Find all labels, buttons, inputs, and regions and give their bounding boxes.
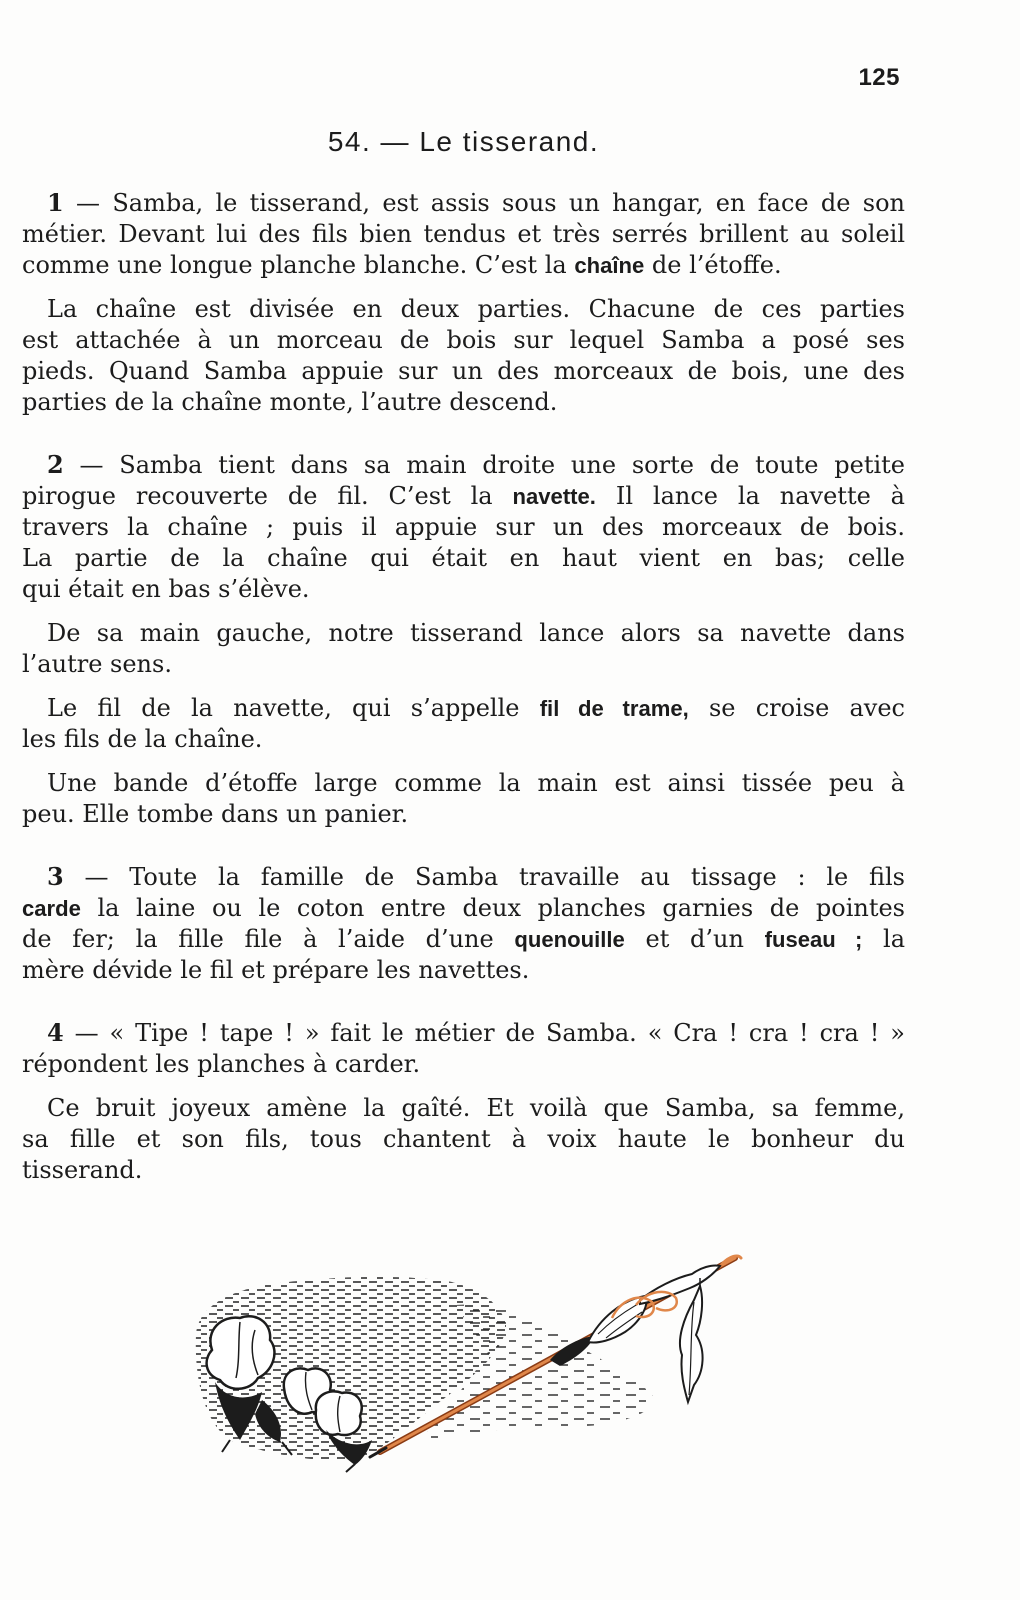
text-line [22, 1124, 905, 1155]
text-run: La partie de la chaîne qui était en haut vient en bas; celle [22, 544, 905, 572]
text-run: qui était en bas s’élève. [22, 575, 310, 603]
text-run: de l’étoffe. [644, 251, 782, 279]
bold-term: navette. [512, 484, 596, 509]
paragraph [22, 693, 905, 755]
section-4 [22, 1017, 905, 1186]
text-run: travers la chaîne ; puis il appuie sur un des morceaux de bois. [22, 513, 905, 541]
text-run: la laine ou le coton entre deux planches garnies de pointes [80, 894, 905, 922]
text-run: Une bande d’étoffe large comme la main est ainsi tissée peu à [47, 769, 905, 797]
text-line [22, 693, 905, 724]
text-run: comme une longue planche blanche. C’est la [22, 251, 575, 279]
text-run: répondent les planches à carder. [22, 1050, 421, 1078]
text-run: de fer; la fille file à l’aide d’une [22, 925, 515, 953]
bold-term: chaîne [574, 253, 645, 278]
text-line [22, 724, 905, 755]
text-run: pieds. Quand Samba appuie sur un des morceaux de bois, une des [22, 357, 905, 385]
text-line [22, 955, 905, 986]
text-line [22, 768, 905, 799]
text-line [22, 449, 905, 481]
text-line [22, 574, 905, 605]
bold-term: fuseau ; [764, 927, 863, 952]
text-line [22, 187, 905, 219]
section-3 [22, 861, 905, 986]
section-number: 3 [47, 862, 64, 891]
paragraph [22, 1017, 905, 1080]
text-run: sa fille et son fils, tous chantent à voix haute le bonheur du [22, 1125, 905, 1153]
text-run: — « Tipe ! tape ! » fait le métier de Samba. « Cra ! cra ! cra ! » [63, 1019, 905, 1047]
text-run: Il lance la navette à [595, 482, 905, 510]
text-line [22, 543, 905, 574]
text-run: est attachée à un morceau de bois sur lequel Samba a posé ses [22, 326, 905, 354]
text-run: parties de la chaîne monte, l’autre descend. [22, 388, 558, 416]
text-line [22, 924, 905, 955]
body-text [22, 187, 905, 1186]
section-1 [22, 187, 905, 418]
text-run: se croise avec [688, 694, 905, 722]
text-line [22, 799, 905, 830]
paragraph [22, 1093, 905, 1186]
text-run: pirogue recouverte de fil. C’est la [22, 482, 513, 510]
paragraph [22, 768, 905, 830]
text-run: De sa main gauche, notre tisserand lance alors sa navette dans [47, 619, 905, 647]
text-line [22, 861, 905, 893]
page-number: 125 [858, 64, 900, 91]
text-run: peu. Elle tombe dans un panier. [22, 800, 409, 828]
text-run: les fils de la chaîne. [22, 725, 263, 753]
text-run: — Samba tient dans sa main droite une sorte de toute petite [63, 451, 905, 479]
bold-term: carde [22, 896, 81, 921]
text-run: la [862, 925, 905, 953]
text-line [22, 512, 905, 543]
text-run: mère dévide le fil et prépare les navettes. [22, 956, 530, 984]
text-line [22, 618, 905, 649]
text-line [22, 1155, 905, 1186]
paragraph [22, 449, 905, 605]
text-run: et d’un [624, 925, 765, 953]
section-2 [22, 449, 905, 830]
text-run: Le fil de la navette, qui s’appelle [47, 694, 540, 722]
text-line [22, 481, 905, 512]
text-line [22, 294, 905, 325]
text-line [22, 1093, 905, 1124]
text-run: — Samba, le tisserand, est assis sous un hangar, en face de son [63, 189, 905, 217]
cotton-and-spindle-illustration [180, 1245, 760, 1480]
text-run: La chaîne est divisée en deux parties. Chacune de ces parties [47, 295, 905, 323]
text-run: — Toute la famille de Samba travaille au tissage : le fils [63, 863, 905, 891]
text-line [22, 250, 905, 281]
section-number: 4 [47, 1018, 64, 1047]
section-number: 1 [47, 188, 64, 217]
text-line [22, 893, 905, 924]
bold-term: fil de trame, [539, 696, 689, 721]
paragraph [22, 618, 905, 680]
text-line [22, 325, 905, 356]
section-number: 2 [47, 450, 64, 479]
text-run: l’autre sens. [22, 650, 172, 678]
paragraph [22, 187, 905, 281]
paragraph [22, 294, 905, 418]
text-line [22, 219, 905, 250]
text-line [22, 649, 905, 680]
text-run: tisserand. [22, 1156, 143, 1184]
text-line [22, 356, 905, 387]
text-run: métier. Devant lui des fils bien tendus et très serrés brillent au soleil [22, 220, 905, 248]
bold-term: quenouille [514, 927, 625, 952]
paragraph [22, 861, 905, 986]
text-line [22, 387, 905, 418]
thread-wisp [640, 1265, 720, 1304]
text-line [22, 1049, 905, 1080]
text-line [22, 1017, 905, 1049]
chapter-title: 54. — Le tisserand. [327, 126, 600, 157]
text-run: Ce bruit joyeux amène la gaîté. Et voilà que Samba, sa femme, [47, 1094, 905, 1122]
